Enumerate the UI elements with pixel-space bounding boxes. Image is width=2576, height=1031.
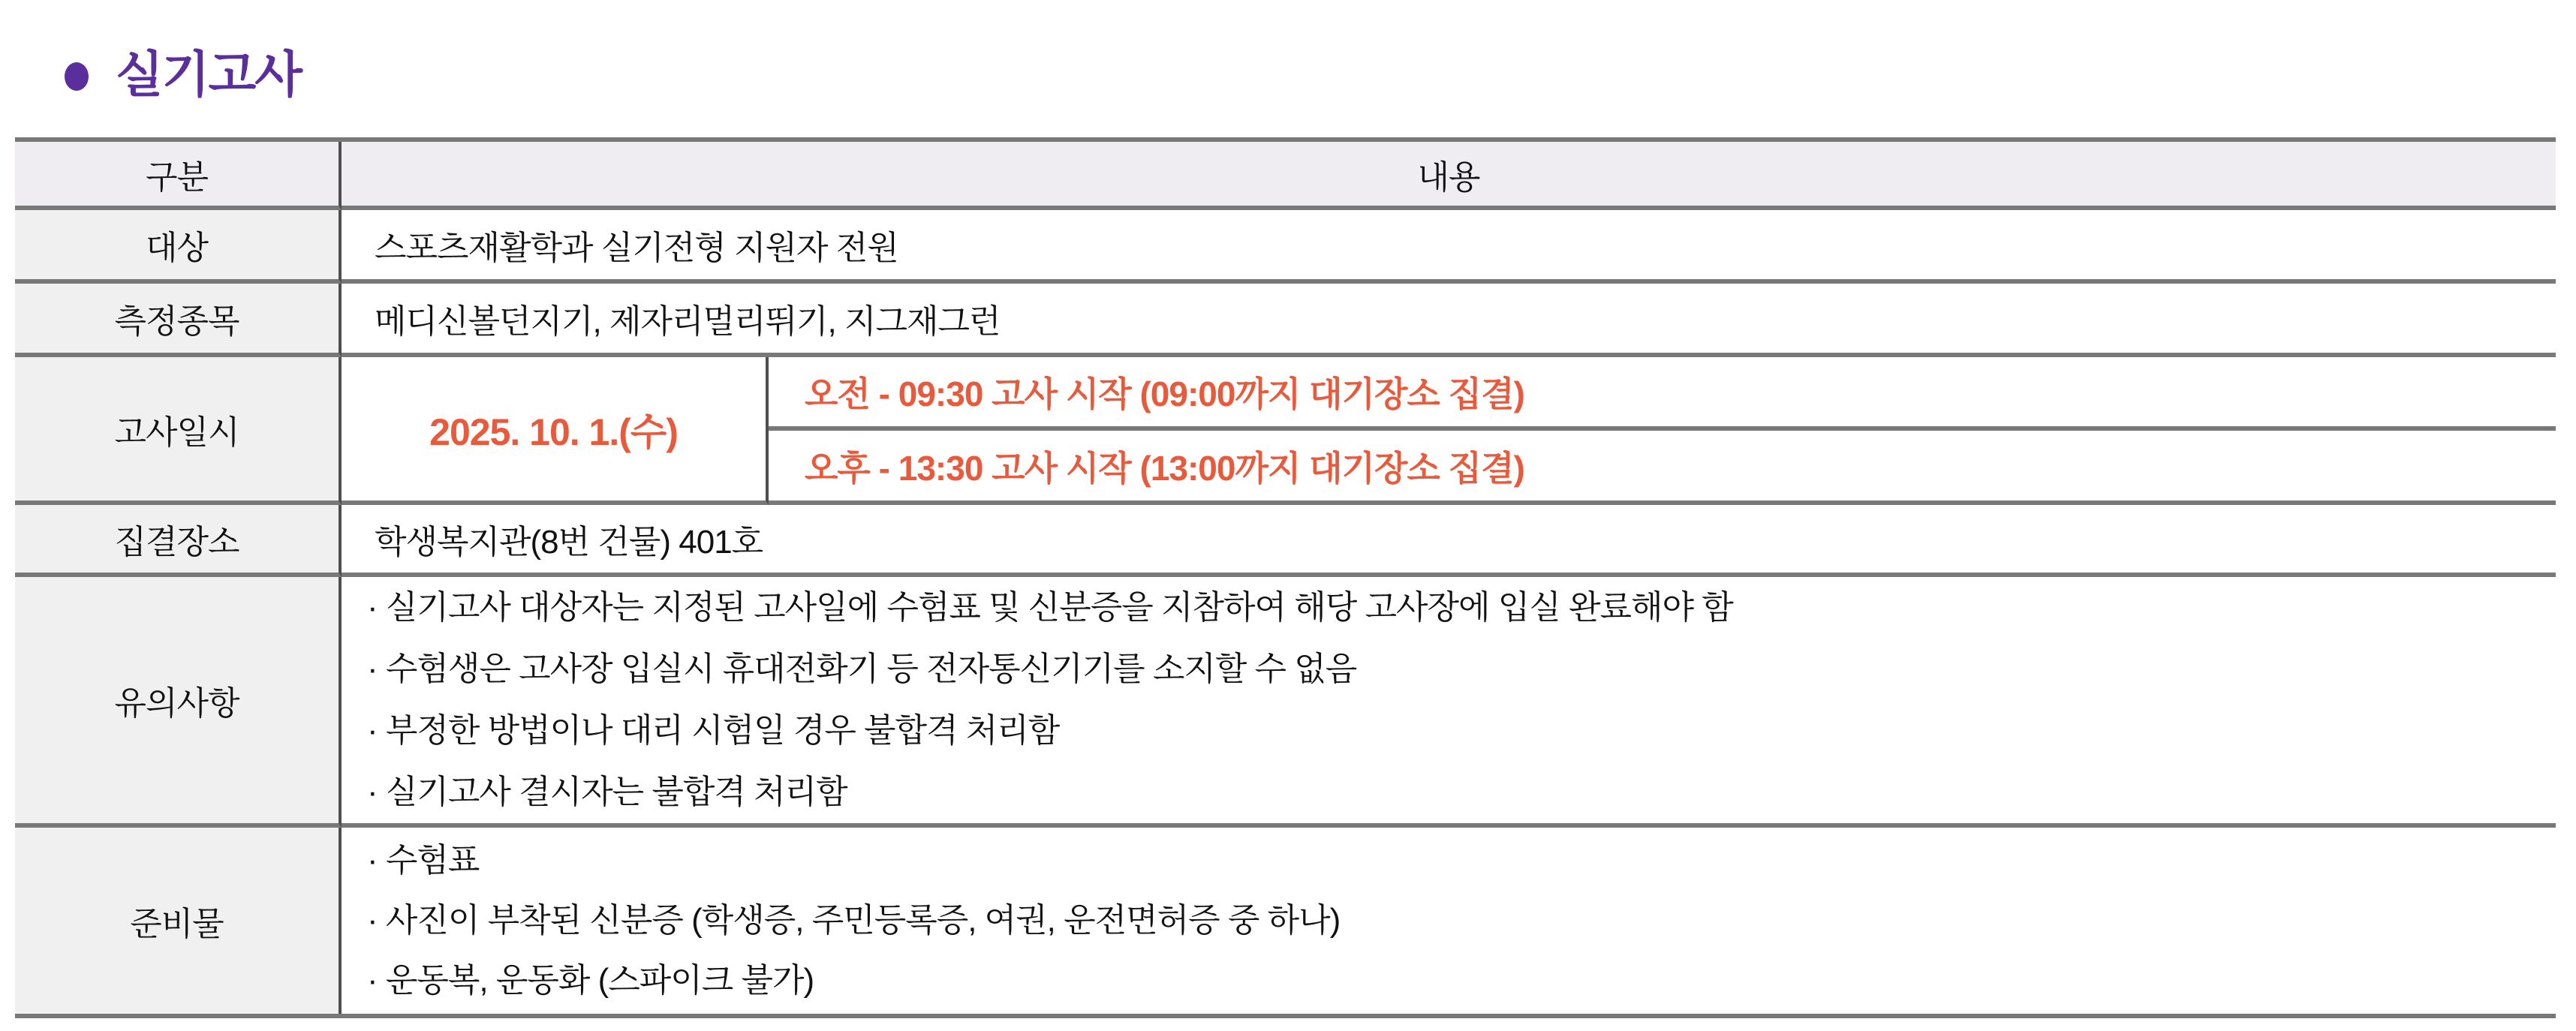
supply-item: · 수험표 <box>367 842 480 879</box>
note-item: · 실기고사 대상자는 지정된 고사일에 수험표 및 신분증을 지참하여 해당 고사장에 입실 완료해야 함 <box>367 589 1733 626</box>
bullet-icon <box>65 62 89 91</box>
row-notes-label: 유의사항 <box>15 577 342 828</box>
section-title <box>65 47 302 102</box>
row-venue-content: 학생복지관(8번 건물) 401호 <box>342 505 2556 577</box>
supply-item: · 운동복, 운동화 (스파이크 불가) <box>367 962 814 999</box>
header-cell-content: 내용 <box>342 142 2556 210</box>
note-item: · 수험생은 고사장 입실시 휴대전화기 등 전자통신기기를 소지할 수 없음 <box>367 651 1357 687</box>
exam-time-morning: 오전 - 09:30 고사 시작 (09:00까지 대기장소 집결) <box>769 357 2556 431</box>
row-supplies-content <box>342 828 2556 1014</box>
row-notes-content <box>342 577 2556 828</box>
row-schedule-label: 고사일시 <box>15 357 342 505</box>
row-venue-label: 집결장소 <box>15 505 342 577</box>
row-supplies-label: 준비물 <box>15 828 342 1014</box>
row-events-label: 측정종목 <box>15 284 342 357</box>
note-item: · 부정한 방법이나 대리 시험일 경우 불합격 처리함 <box>367 712 1060 749</box>
row-events-content: 메디신볼던지기, 제자리멀리뛰기, 지그재그런 <box>342 284 2556 357</box>
section-title-text: 실기고사 <box>116 47 302 102</box>
supply-item: · 사진이 부착된 신분증 (학생증, 주민등록증, 여권, 운전면허증 중 하나) <box>367 902 1341 939</box>
header-cell-category: 구분 <box>15 142 342 210</box>
exam-date: 2025. 10. 1.(수) <box>342 357 769 505</box>
exam-info-table <box>15 137 2556 1018</box>
row-target-label: 대상 <box>15 210 342 284</box>
note-item: · 실기고사 결시자는 불합격 처리함 <box>367 774 847 810</box>
exam-time-afternoon: 오후 - 13:30 고사 시작 (13:00까지 대기장소 집결) <box>769 431 2556 505</box>
row-target-content: 스포츠재활학과 실기전형 지원자 전원 <box>342 210 2556 284</box>
